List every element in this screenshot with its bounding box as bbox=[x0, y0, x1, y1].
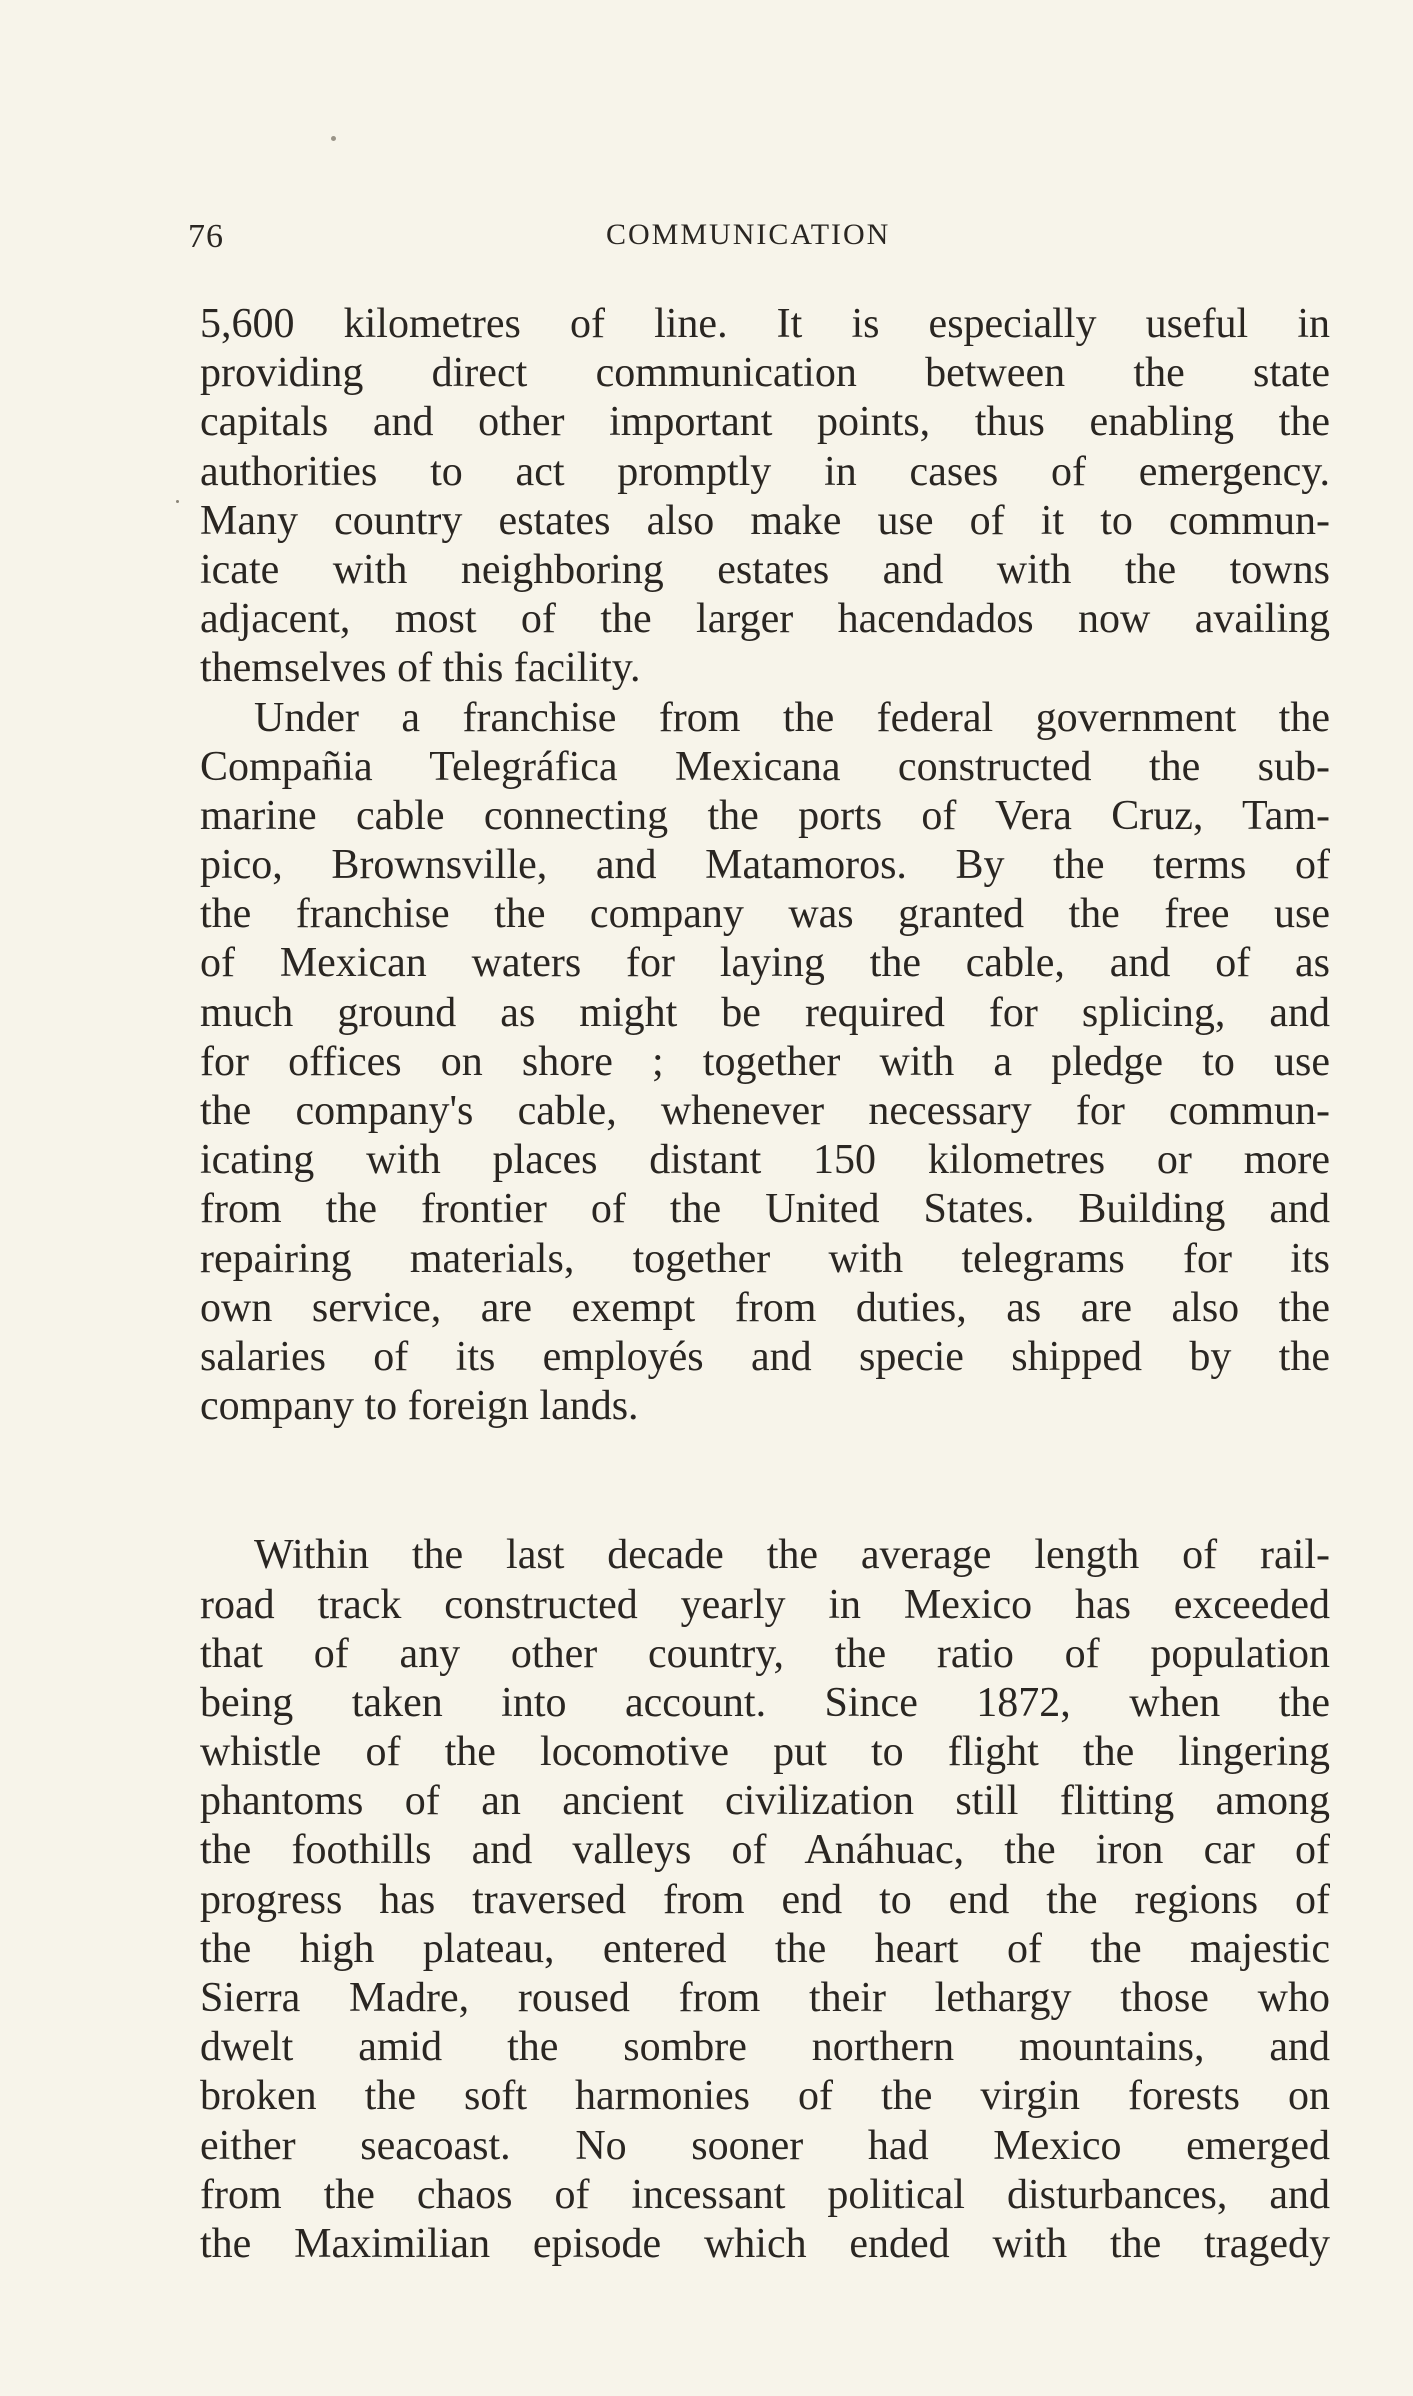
paragraph bbox=[200, 300, 1330, 694]
text-line: whistle of the locomotive put to flight the lingering bbox=[200, 1729, 1330, 1776]
running-title: COMMUNICATION bbox=[606, 218, 891, 251]
text-line: Compañia Telegráfica Mexicana constructed the sub- bbox=[200, 743, 1330, 790]
text-line: broken the soft harmonies of the virgin forests on bbox=[200, 2073, 1330, 2120]
text-line: the high plateau, entered the heart of the majestic bbox=[200, 1925, 1330, 1972]
text-line: the Maximilian episode which ended with the tragedy bbox=[200, 2220, 1330, 2267]
text-line: phantoms of an ancient civilization still flitting among bbox=[200, 1778, 1330, 1825]
text-line: either seacoast. No sooner had Mexico emerged bbox=[200, 2122, 1330, 2169]
page-header bbox=[188, 218, 1328, 258]
text-line: marine cable connecting the ports of Vera Cruz, Tam- bbox=[200, 792, 1330, 839]
text-line: that of any other country, the ratio of population bbox=[200, 1630, 1330, 1677]
body-text bbox=[200, 300, 1330, 2269]
text-line: 5,600 kilometres of line. It is especially useful in bbox=[200, 301, 1330, 347]
text-line: Within the last decade the average length of rail- bbox=[254, 1532, 1330, 1579]
text-line: providing direct communication between the state bbox=[200, 350, 1330, 397]
text-line: of Mexican waters for laying the cable, and of as bbox=[200, 940, 1330, 987]
paragraph bbox=[200, 1531, 1330, 2269]
text-line: salaries of its employés and specie shipped by the bbox=[200, 1333, 1330, 1380]
text-line: progress has traversed from end to end the regions of bbox=[200, 1876, 1330, 1923]
text-line: from the chaos of incessant political disturbances, and bbox=[200, 2171, 1330, 2218]
text-line: from the frontier of the United States. Building and bbox=[200, 1186, 1330, 1233]
text-line: capitals and other important points, thus enabling the bbox=[200, 399, 1330, 446]
text-line: own service, are exempt from duties, as are also the bbox=[200, 1284, 1330, 1331]
text-line: authorities to act promptly in cases of emergency. bbox=[200, 448, 1330, 495]
text-line: road track constructed yearly in Mexico has exceeded bbox=[200, 1581, 1330, 1628]
text-line: themselves of this facility. bbox=[200, 645, 641, 692]
text-line: Under a franchise from the federal government the bbox=[254, 694, 1330, 741]
text-line: dwelt amid the sombre northern mountains, and bbox=[200, 2024, 1330, 2071]
text-line: the franchise the company was granted the free use bbox=[200, 891, 1330, 938]
text-line: icating with places distant 150 kilometres or more bbox=[200, 1137, 1330, 1184]
text-line: Many country estates also make use of it to commun- bbox=[200, 497, 1330, 544]
text-line: for offices on shore ; together with a pledge to use bbox=[200, 1038, 1330, 1085]
section-break bbox=[200, 1431, 1330, 1531]
text-line: pico, Brownsville, and Matamoros. By the terms of bbox=[200, 842, 1330, 889]
text-line: the company's cable, whenever necessary for commun- bbox=[200, 1088, 1330, 1134]
text-line: icate with neighboring estates and with the towns bbox=[200, 546, 1330, 593]
text-line: Sierra Madre, roused from their lethargy those who bbox=[200, 1975, 1330, 2021]
page-number: 76 bbox=[188, 218, 224, 255]
text-line: repairing materials, together with telegrams for its bbox=[200, 1235, 1330, 1282]
text-line: adjacent, most of the larger hacendados now availing bbox=[200, 596, 1330, 643]
margin-mark bbox=[176, 500, 179, 503]
text-line: company to foreign lands. bbox=[200, 1383, 639, 1430]
text-line: much ground as might be required for splicing, and bbox=[200, 989, 1330, 1036]
text-line: the foothills and valleys of Anáhuac, the iron car of bbox=[200, 1827, 1330, 1874]
text-line: being taken into account. Since 1872, when the bbox=[200, 1679, 1330, 1726]
paragraph bbox=[200, 694, 1330, 1432]
paper-speck bbox=[331, 136, 336, 141]
